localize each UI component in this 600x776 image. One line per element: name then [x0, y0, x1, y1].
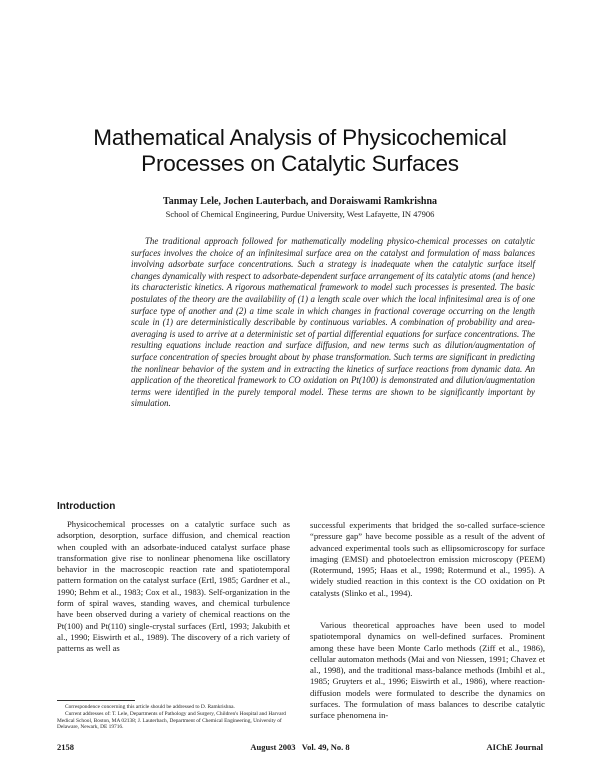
- body-paragraph-left: Physicochemical processes on a catalytic surface such as adsorption, desorption, surface diffusion, and chemical reaction when coupled with an adsorbate-induced catalyst surface phase transformation give rise to nonlinear phenomena like oscillatory behavior in the macroscopic reaction rate and spatiotemporal pattern formation on the catalyst surface (Ertl, 1985; Gardner et al., 1990; Behm et al., 1983; Cox et al., 1983). Self-organization in the form of spiral waves, standing waves, and chemical turbulence have been observed during a variety of chemical reactions on the Pt(100) and Pt(110) single-crystal surfaces (Ertl, 1993; Jakubith et al., 1990; Eiswirth et al., 1989). The discovery of a rich variety of patterns as well as: [57, 519, 290, 654]
- footnote-correspondence: Correspondence concerning this article should be addressed to D. Ramkrishna.: [65, 704, 235, 710]
- footnote-addresses: Current addresses of: T. Lele, Departments of Pathology and Surgery, Children's Hospital and Harvard Medical School, Boston, MA 02138; J. Lauterbach, Department of Chemical Engineering, University of Delaware, Newark, DE 19716.: [57, 710, 286, 731]
- abstract: The traditional approach followed for mathematically modeling physico-chemical processes on catalytic surfaces involves the choice of an infinitesimal surface area on the catalyst and formulation of mass balances involving adsorbate surface concentrations. Such a strategy is inadequate when the catalytic surface itself changes dynamically with respect to adsorbate-dependent surface arrangement of its catalytic atoms (and hence) its characteristic kinetics. A rigorous mathematical framework to model such processes is presented. The basic postulates of the theory are the availability of (1) a length scale over which the local infinitesimal area is of one surface type of another and (2) a time scale in which changes in fractional coverage occurring on the length scale in (1) are deterministically describable by continuous variables. A combination of probability and area-averaging is used to arrive at a deterministic set of partial differential equations for surface concentrations. The resulting equations include reaction and surface diffusion, and new terms such as dilution/augmentation of surface concentration of species brought about by phase transformation. Such terms are significant in predicting the nonlinear behavior of the system and in extracting the kinetics of surface reactions from dynamic data. An application of the theoretical framework to CO oxidation on Pt(100) is demonstrated and dilution/augmentation terms were identified in the purely temporal model. These terms are shown to be significantly important by simulation.: [131, 236, 535, 409]
- body-paragraph-right-1: successful experiments that bridged the so-called surface-science “pressure gap” have become possible as a result of the advent of advanced experimental tools such as ellipsomicroscopy for surface imaging (EMSI) and photoelectron emission microscopy (PEEM) (Rotermund, 1995; Haas et al., 1998; Rotermund et al., 1995). A widely studied reaction in this context is the CO oxidation on Pt catalysts (Slinko et al., 1994).: [310, 520, 545, 598]
- article-title-line-2: Processes on Catalytic Surfaces: [141, 151, 459, 176]
- footnote: [57, 704, 290, 731]
- section-heading: Introduction: [57, 501, 116, 512]
- page-number: 2158: [57, 742, 74, 752]
- body-paragraph-right-2: Various theoretical approaches have been used to model spatiotemporal dynamics on well-defined surfaces. Prominent among these have been Monte Carlo methods (Ziff et al., 1986), cellular automaton methods (Mai and von Niessen, 1991; Chavez et al., 1998), and the traditional mass-balance methods (Imbihl et al., 1985; Gruyters et al., 1996; Eiswirth et al., 1986), where reaction-diffusion models were formulated to describe the dynamics on surfaces. The formulation of mass balances to describe catalytic surface phenomena in-: [310, 620, 545, 721]
- author-list: Tanmay Lele, Jochen Lauterbach, and Doraiswami Ramkrishna: [162, 196, 438, 207]
- article-title-line-1: Mathematical Analysis of Physicochemical: [93, 125, 507, 150]
- footnote-divider: [57, 700, 135, 701]
- issue-info: August 2003 Vol. 49, No. 8: [250, 742, 350, 752]
- journal-name: AIChE Journal: [486, 742, 543, 752]
- author-affiliation: School of Chemical Engineering, Purdue University, West Lafayette, IN 47906: [165, 209, 435, 219]
